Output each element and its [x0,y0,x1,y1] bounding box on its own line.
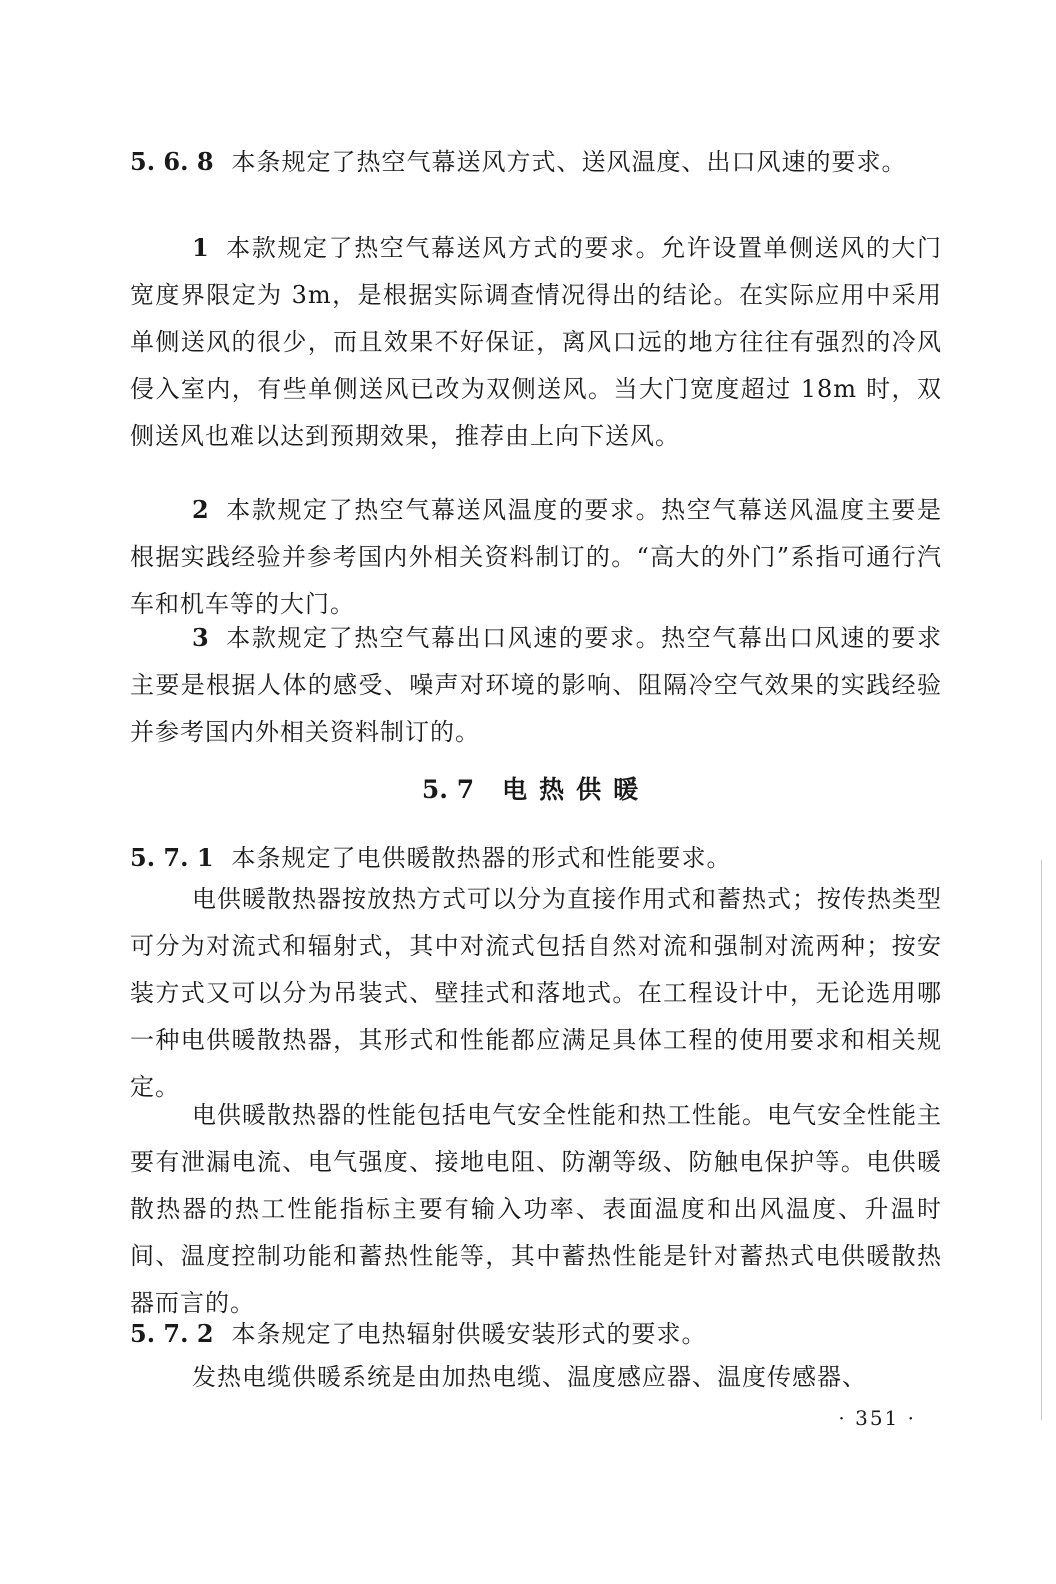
item-number: 1 [192,233,210,262]
item-2-paragraph [130,486,942,628]
clause-number: 5. 7. 2 [130,1319,214,1348]
clause-5-7-2 [130,1310,942,1358]
item-text: 本款规定了热空气幕出口风速的要求。热空气幕出口风速的要求主要是根据人体的感受、噪声对环境的影响、阻隔冷空气效果的实践经验并参考国内外相关资料制订的。 [130,624,942,746]
item-text: 本款规定了热空气幕送风温度的要求。热空气幕送风温度主要是根据实践经验并参考国内外相关资料制订的。“高大的外门”系指可通行汽车和机车等的大门。 [130,496,942,618]
clause-5-6-8 [130,138,942,186]
page-number: · 351 · [838,1406,916,1430]
section-number: 5. 7 [421,775,475,804]
clause-number: 5. 6. 8 [130,147,214,176]
item-number: 3 [192,623,210,652]
scan-edge-line [1041,860,1042,1420]
clause-text: 本条规定了电热辐射供暖安装形式的要求。 [231,1320,707,1348]
clause-number: 5. 7. 1 [130,843,214,872]
item-3-paragraph [130,614,942,756]
section-title: 电热供暖 [502,775,651,804]
clause-5-7-2-paragraph-1: 发热电缆供暖系统是由加热电缆、温度感应器、温度传感器、 [192,1363,867,1391]
clause-5-7-1-paragraph-2: 电供暖散热器的性能包括电气安全性能和热工性能。电气安全性能主要有泄漏电流、电气强度、接地电阻、防潮等级、防触电保护等。电供暖散热器的热工性能指标主要有输入功率、表面温度和出风温度、升温时间、温度控制功能和蓄热性能等，其中蓄热性能是针对蓄热式电供暖散热器而言的。 [130,1101,942,1317]
clause-text: 本条规定了电供暖散热器的形式和性能要求。 [231,844,732,872]
item-text: 本款规定了热空气幕送风方式的要求。允许设置单侧送风的大门宽度界限定为 3m，是根据实际调查情况得出的结论。在实际应用中采用单侧送风的很少，而且效果不好保证，离风口远的地方往往有强烈的冷风侵入室内，有些单侧送风已改为双侧送风。当大门宽度超过 18m 时，双侧送风也难以达到预期效果，推荐由上向下送风。 [130,234,942,450]
item-number: 2 [192,495,210,524]
clause-5-7-1 [130,834,942,882]
clause-5-7-1-paragraph-1: 电供暖散热器按放热方式可以分为直接作用式和蓄热式；按传热类型可分为对流式和辐射式，其中对流式包括自然对流和强制对流两种；按安装方式又可以分为吊装式、壁挂式和落地式。在工程设计中，无论选用哪一种电供暖散热器，其形式和性能都应满足具体工程的使用要求和相关规定。 [130,885,942,1101]
section-heading [130,770,942,810]
item-1-paragraph [130,224,942,460]
clause-text: 本条规定了热空气幕送风方式、送风温度、出口风速的要求。 [231,148,907,176]
